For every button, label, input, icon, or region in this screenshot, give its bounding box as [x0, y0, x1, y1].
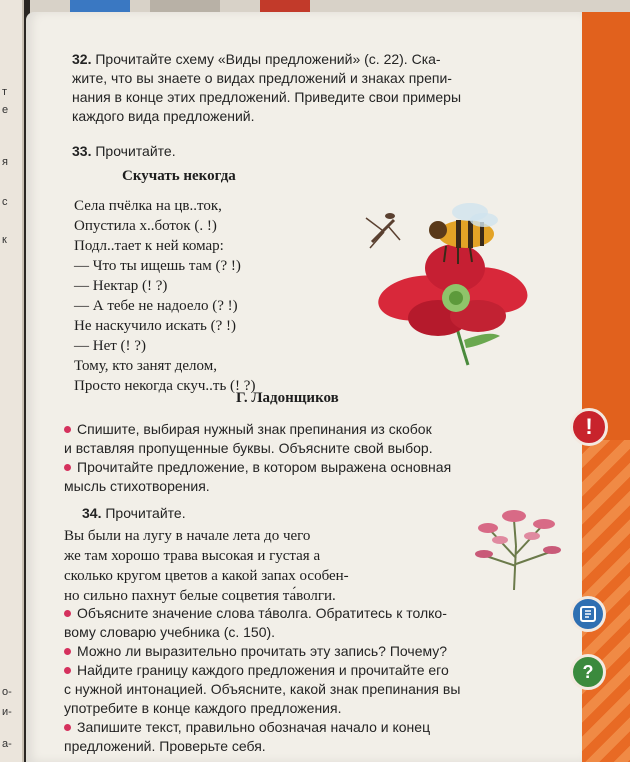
task33-bullet — [64, 420, 432, 439]
margin-fragment: а- — [2, 738, 12, 750]
bullet-icon — [64, 426, 71, 433]
margin-fragment: и- — [2, 706, 12, 718]
task34-bullet — [64, 642, 447, 661]
poem-line: — Нет (! ?) — [74, 338, 146, 354]
task34-bullet — [64, 604, 447, 623]
poem-author: Г. Ладонщиков — [236, 390, 339, 406]
task-number: 33. — [72, 143, 92, 159]
task33-bullet-cont: мысль стихотворения. — [64, 478, 210, 494]
task34-bullet — [64, 718, 430, 737]
bullet-text: Запишите текст, правильно обозначая начало и конец — [77, 719, 431, 735]
question-icon: ? — [570, 654, 606, 690]
task33-bullet — [64, 458, 451, 477]
dictionary-icon — [570, 596, 606, 632]
task32-line — [72, 50, 441, 69]
task33-header — [72, 142, 176, 161]
margin-fragment: т — [2, 86, 8, 98]
task32-line: нания в конце этих предложений. Приведите свои примеры — [72, 89, 462, 105]
task34-header — [82, 504, 186, 523]
task-intro: Прочитайте. — [95, 143, 176, 159]
task-text: Прочитайте схему «Виды предложений» (с. 22). Ска- — [95, 51, 441, 67]
poem-line: Тому, кто занят делом, — [74, 358, 217, 374]
bee-flower-illustration — [360, 190, 550, 370]
task34-bullet-cont: с нужной интонацией. Объясните, какой знак препинания вы — [64, 681, 461, 697]
task34-bullet-cont: предложений. Проверьте себя. — [64, 738, 266, 754]
exclamation-icon: ! — [570, 408, 608, 446]
bullet-text: Объясните значение слова та́волга. Обратитесь к толко- — [77, 605, 447, 621]
task34-text-line: Вы были на лугу в начале лета до чего — [64, 528, 311, 544]
poem-line: — Что ты ищешь там (? !) — [74, 258, 241, 274]
bullet-icon — [64, 610, 71, 617]
bullet-text: Можно ли выразительно прочитать эту запись? Почему? — [77, 643, 448, 659]
poem-title: Скучать некогда — [122, 168, 236, 184]
margin-fragment: е — [2, 104, 9, 116]
poem-line: — А тебе не надоело (? !) — [74, 298, 238, 314]
task32-line: каждого вида предложений. — [72, 108, 255, 124]
meadowsweet-illustration — [470, 506, 566, 590]
margin-fragment: о- — [2, 686, 12, 698]
poem-line: Не наскучило искать (? !) — [74, 318, 237, 334]
task34-text-line: но сильно пахнут белые соцветия та́волги. — [64, 588, 336, 604]
book-icon — [579, 605, 597, 623]
bullet-icon — [64, 648, 71, 655]
task34-bullet — [64, 661, 449, 680]
task34-bullet-cont: вому словарю учебника (с. 150). — [64, 624, 276, 640]
task34-text-line: сколько кругом цветов а какой запах особен- — [64, 568, 349, 584]
task32-line: жите, что вы знаете о видах предложений и знаках препи- — [72, 70, 452, 86]
margin-fragment: к — [2, 234, 7, 246]
task-intro: Прочитайте. — [105, 505, 186, 521]
task34-text-line: же там хорошо трава высокая и густая а — [64, 548, 321, 564]
poem-line: — Нектар (! ?) — [74, 278, 168, 294]
task-number: 34. — [82, 505, 102, 521]
previous-page-edge — [0, 0, 24, 762]
poem-line: Опустила х..боток (. !) — [74, 218, 217, 234]
task33-bullet-cont: и вставляя пропущенные буквы. Объясните свой выбор. — [64, 440, 433, 456]
bullet-text: Спишите, выбирая нужный знак препинания из скобок — [77, 421, 432, 437]
margin-fragment: я — [2, 156, 8, 168]
bullet-text: Найдите границу каждого предложения и прочитайте его — [77, 662, 449, 678]
margin-fragment: с — [2, 196, 8, 208]
poem-line: Просто некогда скуч..ть (! ?) — [74, 378, 256, 394]
task-number: 32. — [72, 51, 92, 67]
poem-line: Села пчёлка на цв..ток, — [74, 198, 222, 214]
poem-line: Подл..тает к ней комар: — [74, 238, 224, 254]
bullet-icon — [64, 724, 71, 731]
bullet-text: Прочитайте предложение, в котором выражена основная — [77, 459, 452, 475]
bullet-icon — [64, 464, 71, 471]
task34-bullet-cont: употребите в конце каждого предложения. — [64, 700, 342, 716]
bullet-icon — [64, 667, 71, 674]
